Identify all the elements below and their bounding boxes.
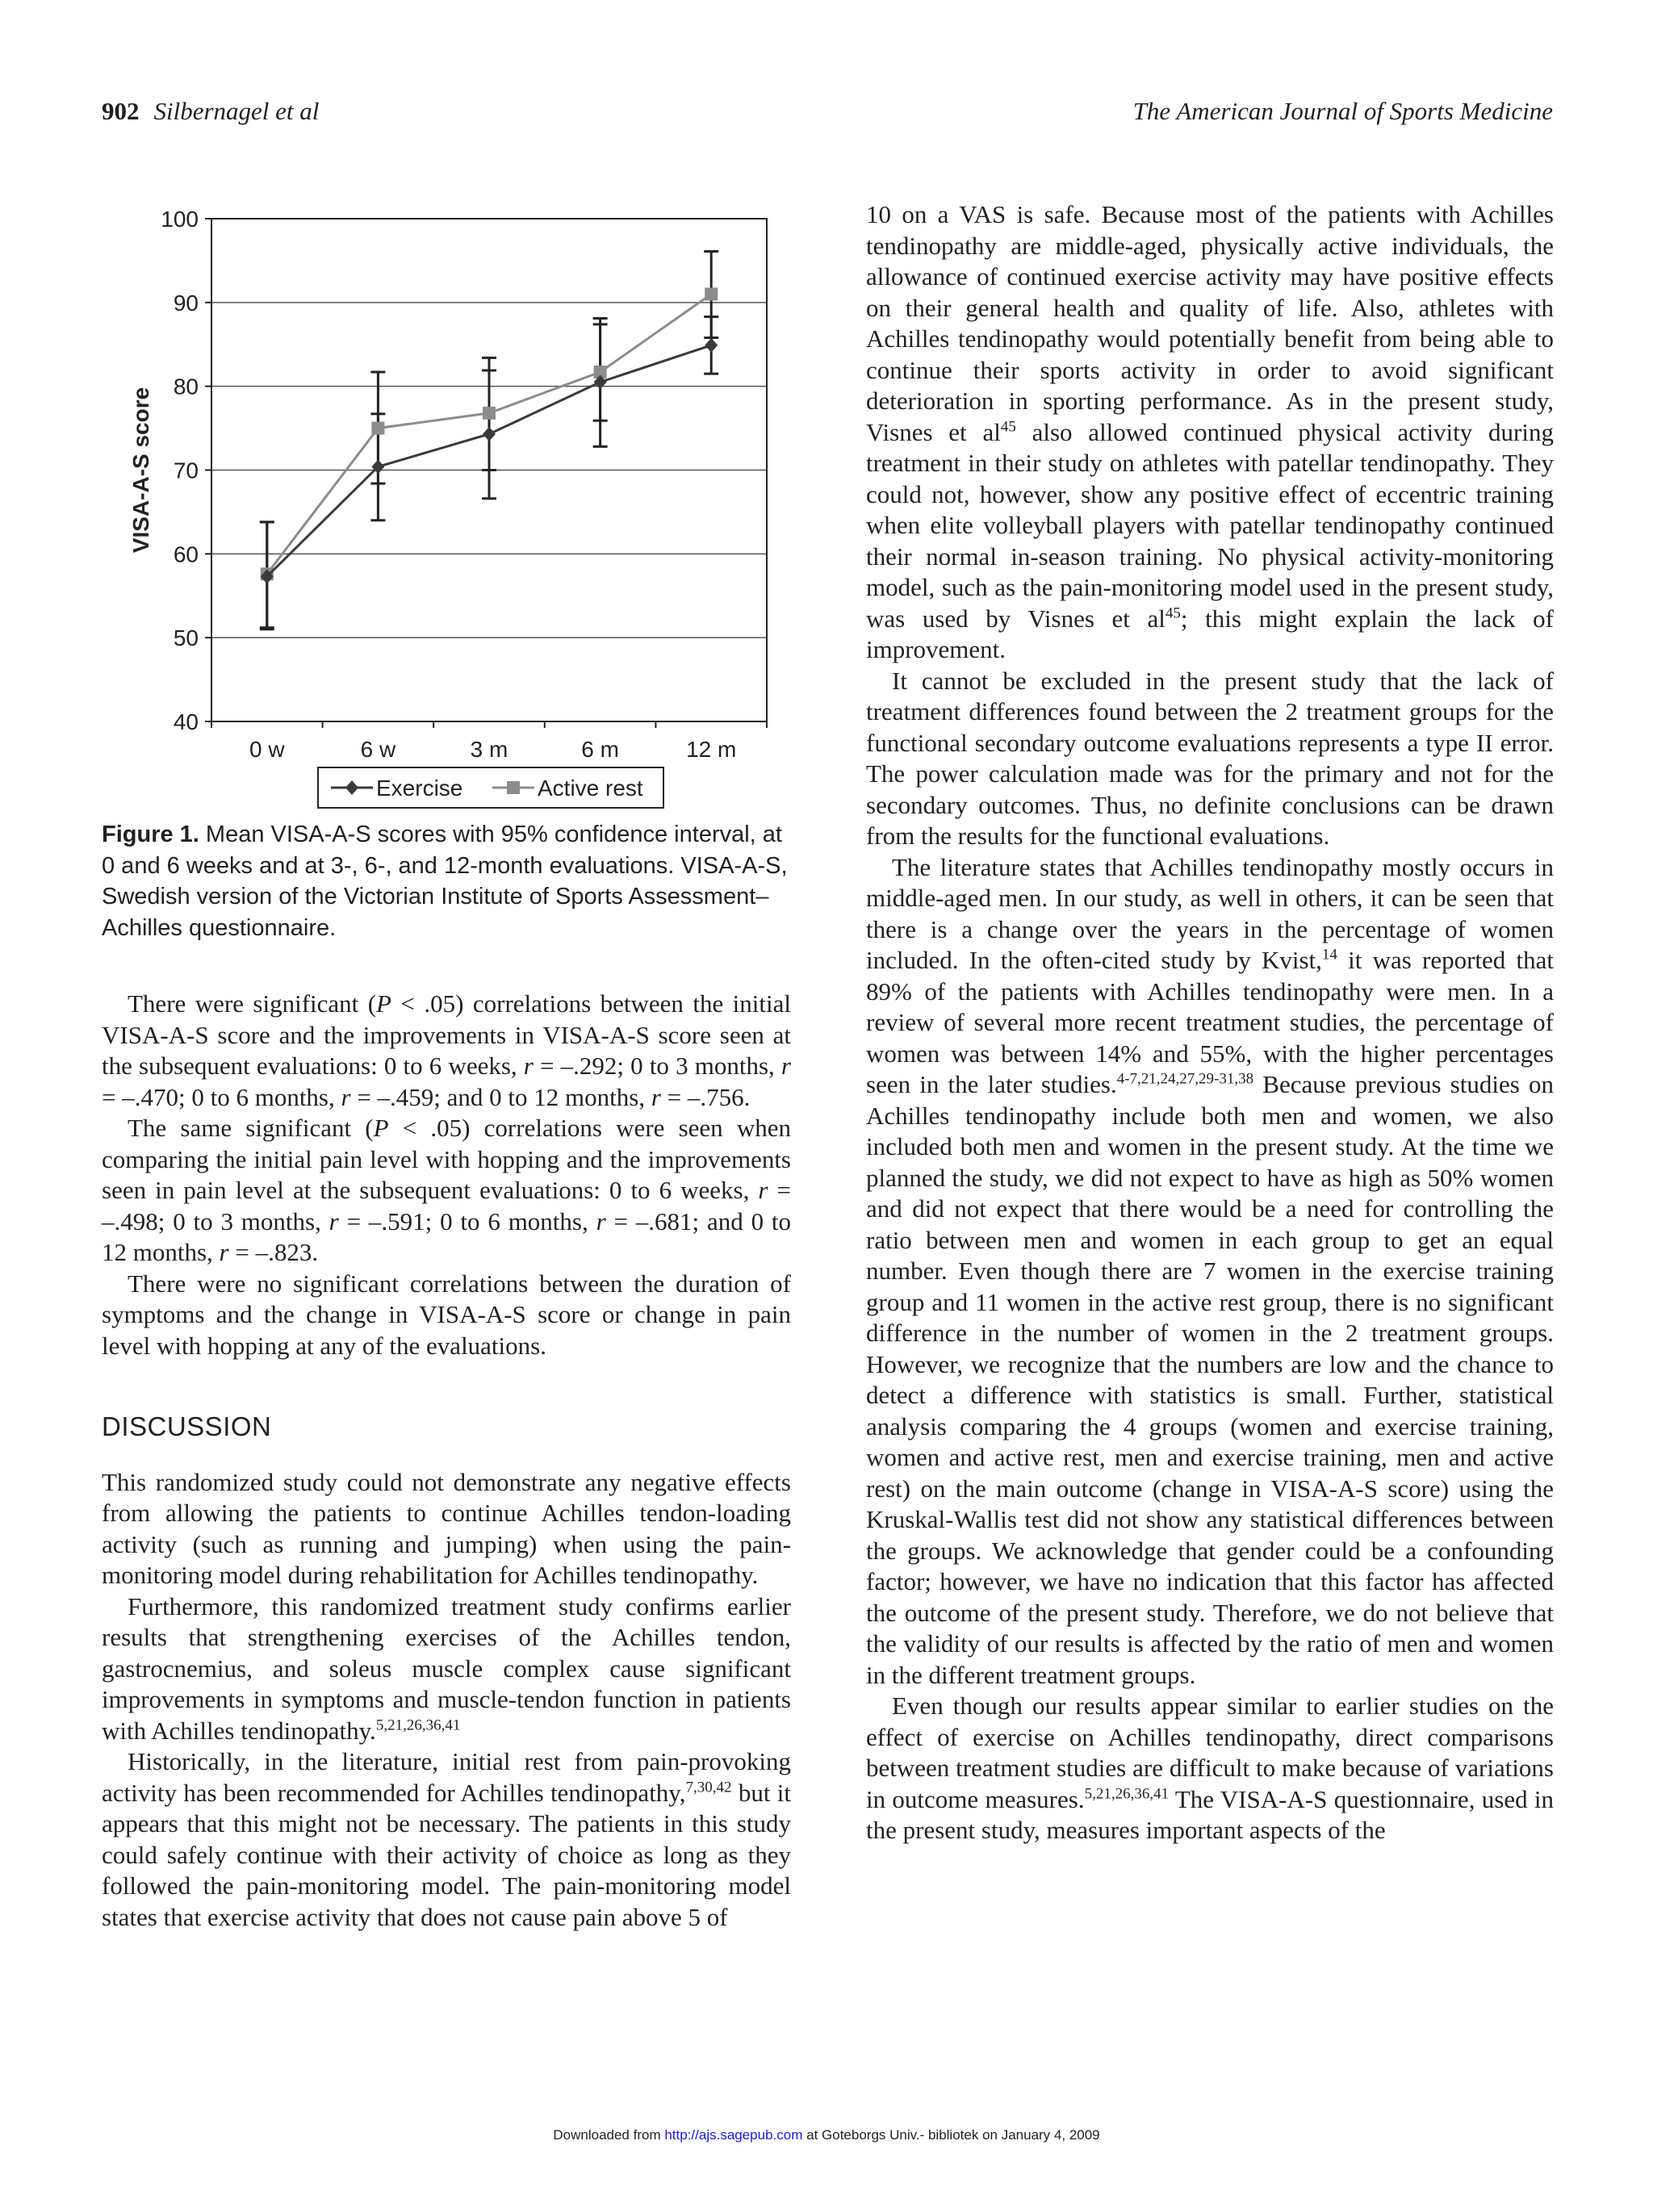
italic-symbol: P <box>373 1114 389 1142</box>
paragraph <box>102 1746 791 1933</box>
text-run: < .05) correlations were seen when comparing the initial pain level with hopping and the improvements seen in pain level at the subsequent evaluations: 0 to 6 weeks, <box>102 1114 791 1204</box>
text-run: = –.292; 0 to 3 months, <box>533 1052 781 1080</box>
italic-symbol: r <box>341 1082 351 1111</box>
paragraph <box>102 1591 791 1747</box>
citation-superscript: 4-7,21,24,27,29-31,38 <box>1116 1070 1254 1088</box>
citation-superscript: 5,21,26,36,41 <box>1084 1785 1170 1803</box>
text-run: There were no significant correlations between the duration of symptoms and the change in VISA-A-S score or change in pain level with hopping at any of the evaluations. <box>102 1269 791 1360</box>
x-tick-label: 3 m <box>470 737 508 762</box>
x-tick-label: 6 m <box>581 737 619 762</box>
x-tick-label: 0 w <box>249 737 285 762</box>
italic-symbol: r <box>758 1176 768 1204</box>
text-run: but it appears that this might not be necessary. The patients in this study could safely continue with their activity of choice as long as they followed the pain-monitoring model. The pain-monitoring model states that exercise activity that does not cause pain above 5 of <box>102 1778 791 1931</box>
citation-superscript: 14 <box>1321 946 1337 964</box>
footer-prefix: Downloaded from <box>553 2127 665 2143</box>
paragraph <box>866 199 1554 666</box>
running-authors: Silbernagel et al <box>153 97 320 125</box>
italic-symbol: r <box>523 1052 534 1080</box>
text-run: This randomized study could not demonstrate any negative effects from allowing the patients to continue Achilles tendon-loading activity (such as running and jumping) when using the pain-monitoring model during rehabilitation for Achilles tendinopathy. <box>102 1467 791 1589</box>
page-number: 902 <box>102 97 140 125</box>
y-tick-label: 70 <box>173 458 199 483</box>
x-tick-label: 12 m <box>686 737 737 762</box>
text-run: = –.498; 0 to 3 months, <box>102 1176 791 1236</box>
italic-symbol: r <box>329 1206 339 1236</box>
text-run: Even though our results appear similar to earlier studies on the effect of exercise on Achilles tendinopathy, direct comparisons between treatment studies are difficult to make because of variations in outcome measures. <box>866 1691 1554 1813</box>
y-tick-label: 100 <box>161 207 199 232</box>
citation-superscript: 7,30,42 <box>685 1779 732 1796</box>
paragraph <box>866 666 1554 852</box>
paragraph <box>102 989 791 1113</box>
citation-superscript: 45 <box>1165 604 1181 622</box>
sagepub-link[interactable]: http://ajs.sagepub.com <box>664 2127 803 2143</box>
italic-symbol: P <box>376 989 391 1018</box>
paragraph <box>102 1467 791 1591</box>
data-point-square <box>483 407 496 420</box>
y-axis-label: VISA-A-S score <box>128 387 153 554</box>
text-run: The VISA-A-S questionnaire, used in the present study, measures important aspects of the <box>866 1784 1554 1844</box>
legend-square-icon <box>507 781 520 794</box>
caption-text: Mean VISA-A-S scores with 95% confidence interval, at 0 and 6 weeks and at 3-, 6-, and 12-month evaluations. VISA-A-S, Swedish version of the Victorian Institute of Sports Assessment–Achilles questionnaire. <box>102 822 788 941</box>
data-point-diamond <box>705 338 718 353</box>
journal-title: The American Journal of Sports Medicine <box>1132 97 1553 125</box>
text-run: it was reported that 89% of the patients with Achilles tendinopathy were men. In a review of several more recent treatment studies, the percentage of women was between 14% and 55%, with the higher percentages seen in the later studies. <box>866 946 1554 1098</box>
citation-superscript: 5,21,26,36,41 <box>375 1716 461 1734</box>
paragraph <box>866 852 1554 1691</box>
data-point-square <box>371 422 384 435</box>
text-run: = –.681; and 0 to 12 months, <box>102 1206 792 1266</box>
citation-superscript: 45 <box>1000 418 1016 436</box>
data-point-diamond <box>483 427 496 441</box>
legend-label: Active rest <box>538 776 643 801</box>
right-column <box>866 199 1554 1846</box>
text-run: Furthermore, this randomized treatment study confirms earlier results that strengthening exercises of the Achilles tendon, gastrocnemius, and soleus muscle complex cause significant improvements in symptoms and muscle-tendon function in patients with Achilles tendinopathy. <box>102 1591 791 1745</box>
caption-label: Figure 1. <box>102 822 199 847</box>
text-run: = –.470; 0 to 6 months, <box>102 1082 341 1111</box>
text-run: = –.591; 0 to 6 months, <box>338 1206 596 1236</box>
text-run: 10 on a VAS is safe. Because most of the patients with Achilles tendinopathy are middle-aged, physically active individuals, the allowance of continued exercise activity may have positive effects on their general health and quality of life. Also, athletes with Achilles tendinopathy would potentially benefit from being able to continue their sports activity in order to avoid significant deterioration in sporting performance. As in the present study, Visnes et al <box>866 200 1554 446</box>
italic-symbol: r <box>596 1206 606 1236</box>
text-run: The literature states that Achilles tendinopathy mostly occurs in middle-aged men. In our study, as well in others, it can be seen that there is a change over the years in the percentage of women included. In the often-cited study by Kvist, <box>866 852 1554 974</box>
italic-symbol: r <box>651 1082 661 1111</box>
paragraph <box>102 1269 791 1362</box>
download-footer <box>0 2127 1653 2143</box>
text-run: There were significant ( <box>128 989 377 1018</box>
y-tick-label: 50 <box>173 625 199 651</box>
text-run: Historically, in the literature, initial rest from pain-provoking activity has been recommended for Achilles tendinopathy, <box>102 1747 791 1807</box>
text-run: = –.756. <box>660 1082 751 1111</box>
text-run: = –.459; and 0 to 12 months, <box>350 1082 651 1111</box>
text-run: = –.823. <box>228 1238 319 1266</box>
left-column <box>102 989 791 1933</box>
text-run: It cannot be excluded in the present study that the lack of treatment differences found between the 2 treatment groups for the functional secondary outcome evaluations represents a type II error. The power calculation made was for the primary and not for the secondary outcomes. Thus, no definite conclusions can be drawn from the results for the functional evaluations. <box>866 666 1554 850</box>
text-run: The same significant ( <box>128 1114 374 1142</box>
text-run: Because previous studies on Achilles tendinopathy include both men and women, we also included both men and women in the present study. At the time we planned the study, we did not expect to have as high as 50% women and did not expect that there would be a need for controlling the ratio between men and women in each group to get an equal number. Even though there are 7 women in the exercise training group and 11 women in the active rest group, there is no significant difference in the number of women in the 2 treatment groups. However, we recognize that the numbers are low and the chance to detect a difference with statistics is small. Further, statistical analysis comparing the 4 groups (women and exercise training, women and active rest, men and exercise training, men and active rest) on the main outcome (change in VISA-A-S score) using the Kruskal-Wallis test did not show any statistical differences between the groups. We acknowledge that gender could be a confounding factor; however, we have no indication that this factor has affected the outcome of the present study. Therefore, we do not believe that the validity of our results is affected by the ratio of men and women in the different treatment groups. <box>866 1070 1554 1689</box>
section-heading-discussion: DISCUSSION <box>102 1411 272 1441</box>
italic-symbol: r <box>219 1238 229 1266</box>
y-tick-label: 80 <box>173 374 199 399</box>
figure-caption <box>102 819 801 943</box>
legend-label: Exercise <box>376 776 463 801</box>
paragraph <box>102 1113 791 1269</box>
paragraph <box>866 1691 1554 1846</box>
y-tick-label: 40 <box>173 709 199 734</box>
text-run: < .05) correlations between the initial VISA-A-S score and the improvements in VISA-A-S score seen at the subsequent evaluations: 0 to 6 weeks, <box>102 989 792 1080</box>
y-tick-label: 90 <box>173 290 199 316</box>
y-tick-label: 60 <box>173 542 199 567</box>
footer-suffix: at Goteborgs Univ.- bibliotek on January 4, 2009 <box>802 2127 1100 2143</box>
italic-symbol: r <box>780 1052 791 1080</box>
data-point-square <box>705 287 718 300</box>
text-run: ; this might explain the lack of improvement. <box>866 604 1555 663</box>
x-tick-label: 6 w <box>360 737 396 762</box>
text-run: also allowed continued physical activity during treatment in their study on athletes with patellar tendinopathy. They could not, however, show any positive effect of eccentric training when elite volleyball players with patellar tendinopathy continued their normal in-season training. No physical activity-monitoring model, such as the pain-monitoring model used in the present study, was used by Visnes et al <box>866 417 1554 633</box>
